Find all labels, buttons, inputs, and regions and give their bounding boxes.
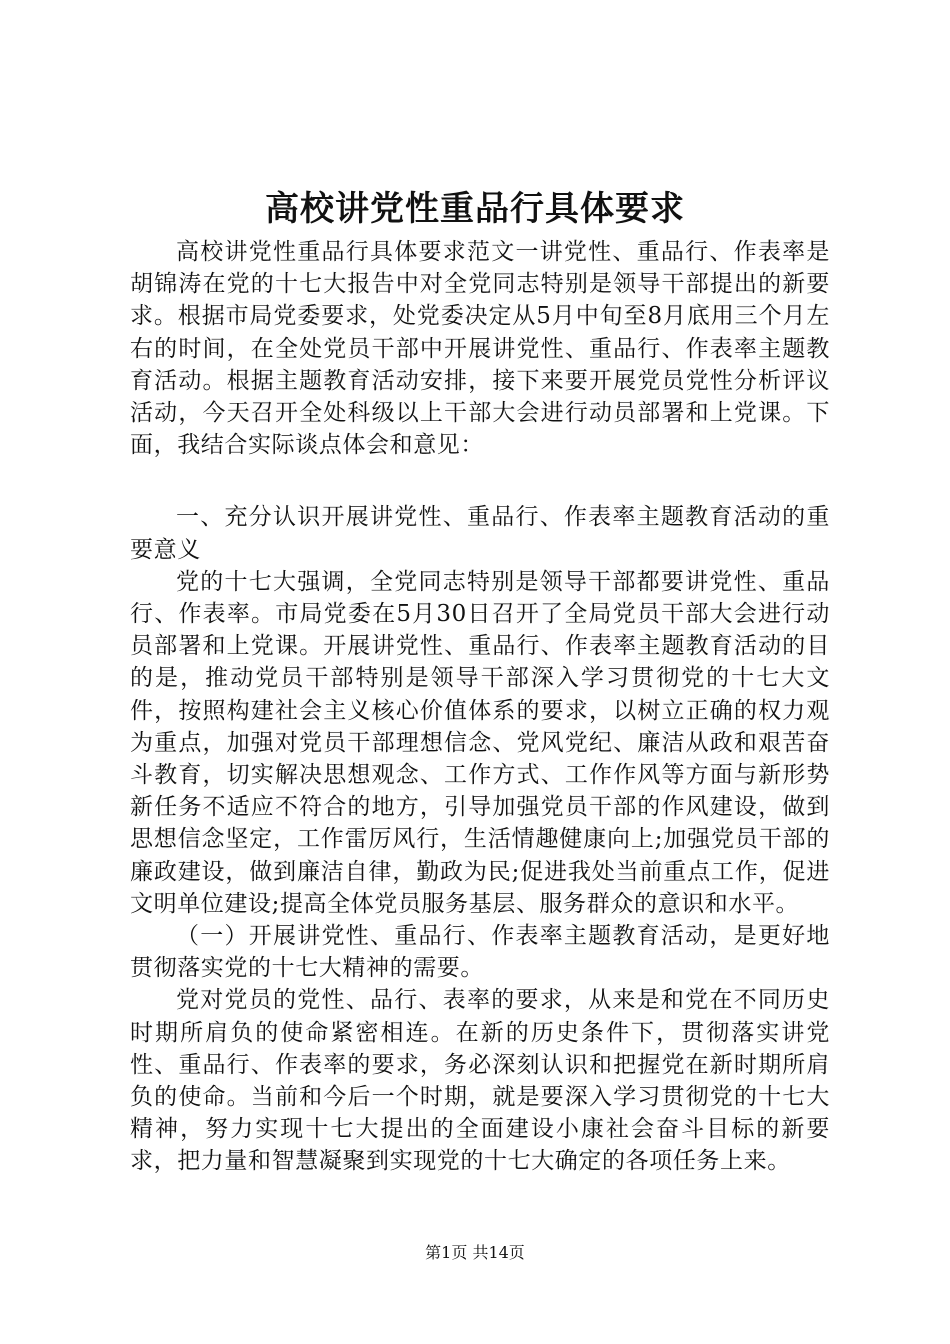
document-body [130, 236, 830, 1178]
page-footer: 第1页 共14页 [425, 1243, 525, 1262]
paragraph-section-1-body: 党的十七大强调，全党同志特别是领导干部都要讲党性、重品行、作表率。市局党委在5月30日召开了全局党员干部大会进行动员部署和上党课。开展讲党性、重品行、作表率主题教育活动的目的是，推动党员干部特别是领导干部深入学习贯彻党的十七大文件，按照构建社会主义核心价值体系的要求，以树立正确的权力观为重点，加强对党员干部理想信念、党风党纪、廉洁从政和艰苦奋斗教育，切实解决思想观念、工作方式、工作作风等方面与新形势新任务不适应不符合的地方，引导加强党员干部的作风建设，做到思想信念坚定，工作雷厉风行，生活情趣健康向上;加强党员干部的廉政建设，做到廉洁自律，勤政为民;促进我处当前重点工作，促进文明单位建设;提高全体党员服务基层、服务群众的意识和水平。 [130, 568, 830, 917]
paragraph-intro: 高校讲党性重品行具体要求范文一讲党性、重品行、作表率是胡锦涛在党的十七大报告中对全党同志特别是领导干部提出的新要求。根据市局党委要求，处党委决定从5月中旬至8月底用三个月左右的时间，在全处党员干部中开展讲党性、重品行、作表率主题教育活动。根据主题教育活动安排，接下来要开展党员党性分析评议活动，今天召开全处科级以上干部大会进行动员部署和上党课。下面，我结合实际谈点体会和意见： [130, 239, 830, 459]
document-title: 高校讲党性重品行具体要求 [265, 189, 685, 229]
subsection-heading-1: （一）开展讲党性、重品行、作表率主题教育活动，是更好地贯彻落实党的十七大精神的需要。 [130, 923, 830, 982]
paragraph-spacer [130, 461, 830, 501]
section-heading-1: 一、充分认识开展讲党性、重品行、作表率主题教育活动的重要意义 [130, 504, 830, 563]
paragraph-subsection-1-body: 党对党员的党性、品行、表率的要求，从来是和党在不同历史时期所肩负的使命紧密相连。在新的历史条件下，贯彻落实讲党性、重品行、作表率的要求，务必深刻认识和把握党在新时期所肩负的使命。当前和今后一个时期，就是要深入学习贯彻党的十七大精神，努力实现十七大提出的全面建设小康社会奋斗目标的新要求，把力量和智慧凝聚到实现党的十七大确定的各项任务上来。 [130, 987, 830, 1175]
